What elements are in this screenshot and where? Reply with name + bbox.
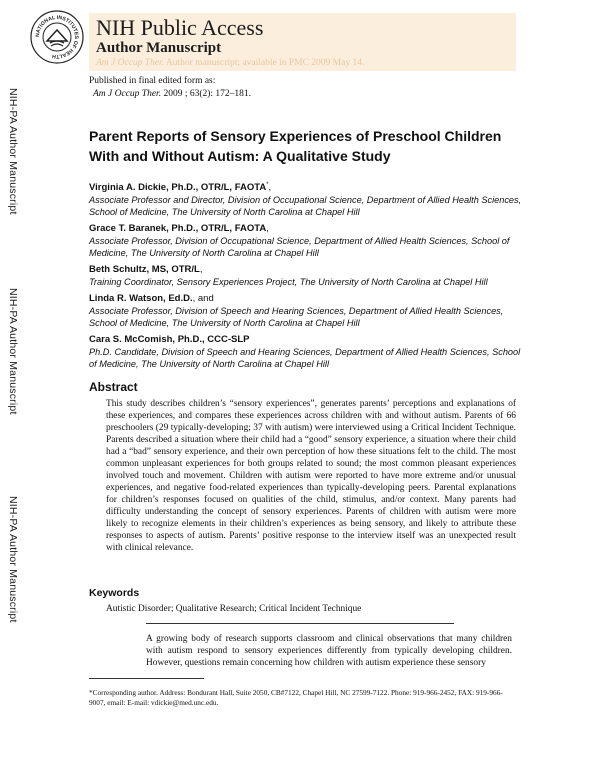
footnote-divider bbox=[89, 678, 204, 679]
body-paragraph: A growing body of research supports classroom and clinical observations that many children with autism respond to sensory experiences differently from typically developing children. However, questions remain concerning how children with autism experience these sensory bbox=[146, 634, 512, 668]
abstract-text: This study describes children’s “sensory experiences”, generates parents’ perceptions and explanations of these experiences, and compares these experiences across children with and without autism. Parents of 66 preschoolers (29 typically-developing; 37 with autism) were interviewed using a Critical Incident Technique. Parents described a situation where their child had a “good” sensory experience, a situation where their child had a “bad” sensory experience, and their own perception of how these situations felt to the child. The most common unpleasant experiences for both groups related to sound; the most common pleasant experiences involved touch and movement. Children with autism were reported to have more extreme and/or unusual experiences, and negative food-related experiences than typically-developing peers. Parental explanations for children’s responses focused on qualities of the child, stimulus, and/or context. Many parents had difficulty understanding the concept of sensory experiences. Parents of children with autism were more likely to recognize elements in their children’s experiences as being sensory, and likely to attribute these responses to aspects of autism. Parents’ positive response to the interview itself was an unexpected result with clinical relevance. bbox=[106, 399, 516, 553]
article-title: Parent Reports of Sensory Experiences of Preschool Children With and Without Autism: A Qualitative Study bbox=[89, 128, 502, 164]
side-label-top: NIH-PA Author Manuscript bbox=[7, 88, 19, 215]
author-affiliation: Associate Professor and Director, Division of Occupational Science, Department of Allied Health Sciences, School of Medicine, The University of North Carolina at Chapel Hill bbox=[89, 195, 522, 217]
author-affiliation: Associate Professor, Division of Occupational Science, Department of Allied Health Sciences, School of Medicine, The University of North Carolina at Chapel Hill bbox=[89, 236, 510, 258]
nih-public-access-title: NIH Public Access bbox=[96, 15, 264, 40]
citation bbox=[93, 89, 251, 99]
author-name: Virginia A. Dickie, Ph.D., OTR/L, FAOTA*, bbox=[89, 182, 272, 194]
author-manuscript-label: Author Manuscript bbox=[96, 40, 222, 56]
keywords-text: Autistic Disorder; Qualitative Research; Critical Incident Technique bbox=[106, 604, 362, 614]
side-label-bottom: NIH-PA Author Manuscript bbox=[7, 496, 19, 623]
author-name: Linda R. Watson, Ed.D., and bbox=[89, 293, 214, 305]
abstract-heading: Abstract bbox=[89, 380, 138, 394]
author-affiliation: Training Coordinator, Sensory Experiences Project, The University of North Carolina at Chapel Hill bbox=[89, 277, 488, 287]
nih-seal-logo bbox=[30, 10, 84, 64]
keywords-heading: Keywords bbox=[89, 587, 140, 599]
citation-details: 2009 ; 63(2): 172–181. bbox=[161, 89, 252, 99]
availability-text: Author manuscript; available in PMC 2009 May 14. bbox=[164, 58, 365, 68]
author-affiliation: Ph.D. Candidate, Division of Speech and Hearing Sciences, Department of Allied Health Sciences, School of Medicine, The University of North Carolina at Chapel Hill bbox=[89, 347, 521, 369]
seal-text: NATIONAL INSTITUTES OF HEALTH bbox=[34, 14, 80, 60]
availability-journal: Am J Occup Ther. bbox=[96, 58, 165, 68]
citation-journal: Am J Occup Ther. bbox=[93, 89, 162, 99]
availability-line bbox=[96, 58, 364, 68]
author-name: Beth Schultz, MS, OTR/L, bbox=[89, 264, 203, 276]
author-affiliation: Associate Professor, Division of Speech and Hearing Sciences, Department of Allied Health Sciences, School of Medicine, The University of North Carolina at Chapel Hill bbox=[89, 306, 504, 328]
author-name: Cara S. McComish, Ph.D., CCC-SLP bbox=[89, 334, 250, 346]
footnote: *Corresponding author. Address: Bondurant Hall, Suite 2050, CB#7122, Chapel Hill, NC 27599-7122. Phone: 919-966-2452, FAX: 919-966-9007, email: E-mail: vdickie@med.unc.edu. bbox=[89, 688, 503, 707]
author-name: Grace T. Baranek, Ph.D., OTR/L, FAOTA, bbox=[89, 223, 269, 235]
side-label-middle: NIH-PA Author Manuscript bbox=[7, 288, 19, 415]
published-in-label: Published in final edited form as: bbox=[89, 76, 216, 86]
section-divider bbox=[146, 623, 454, 624]
